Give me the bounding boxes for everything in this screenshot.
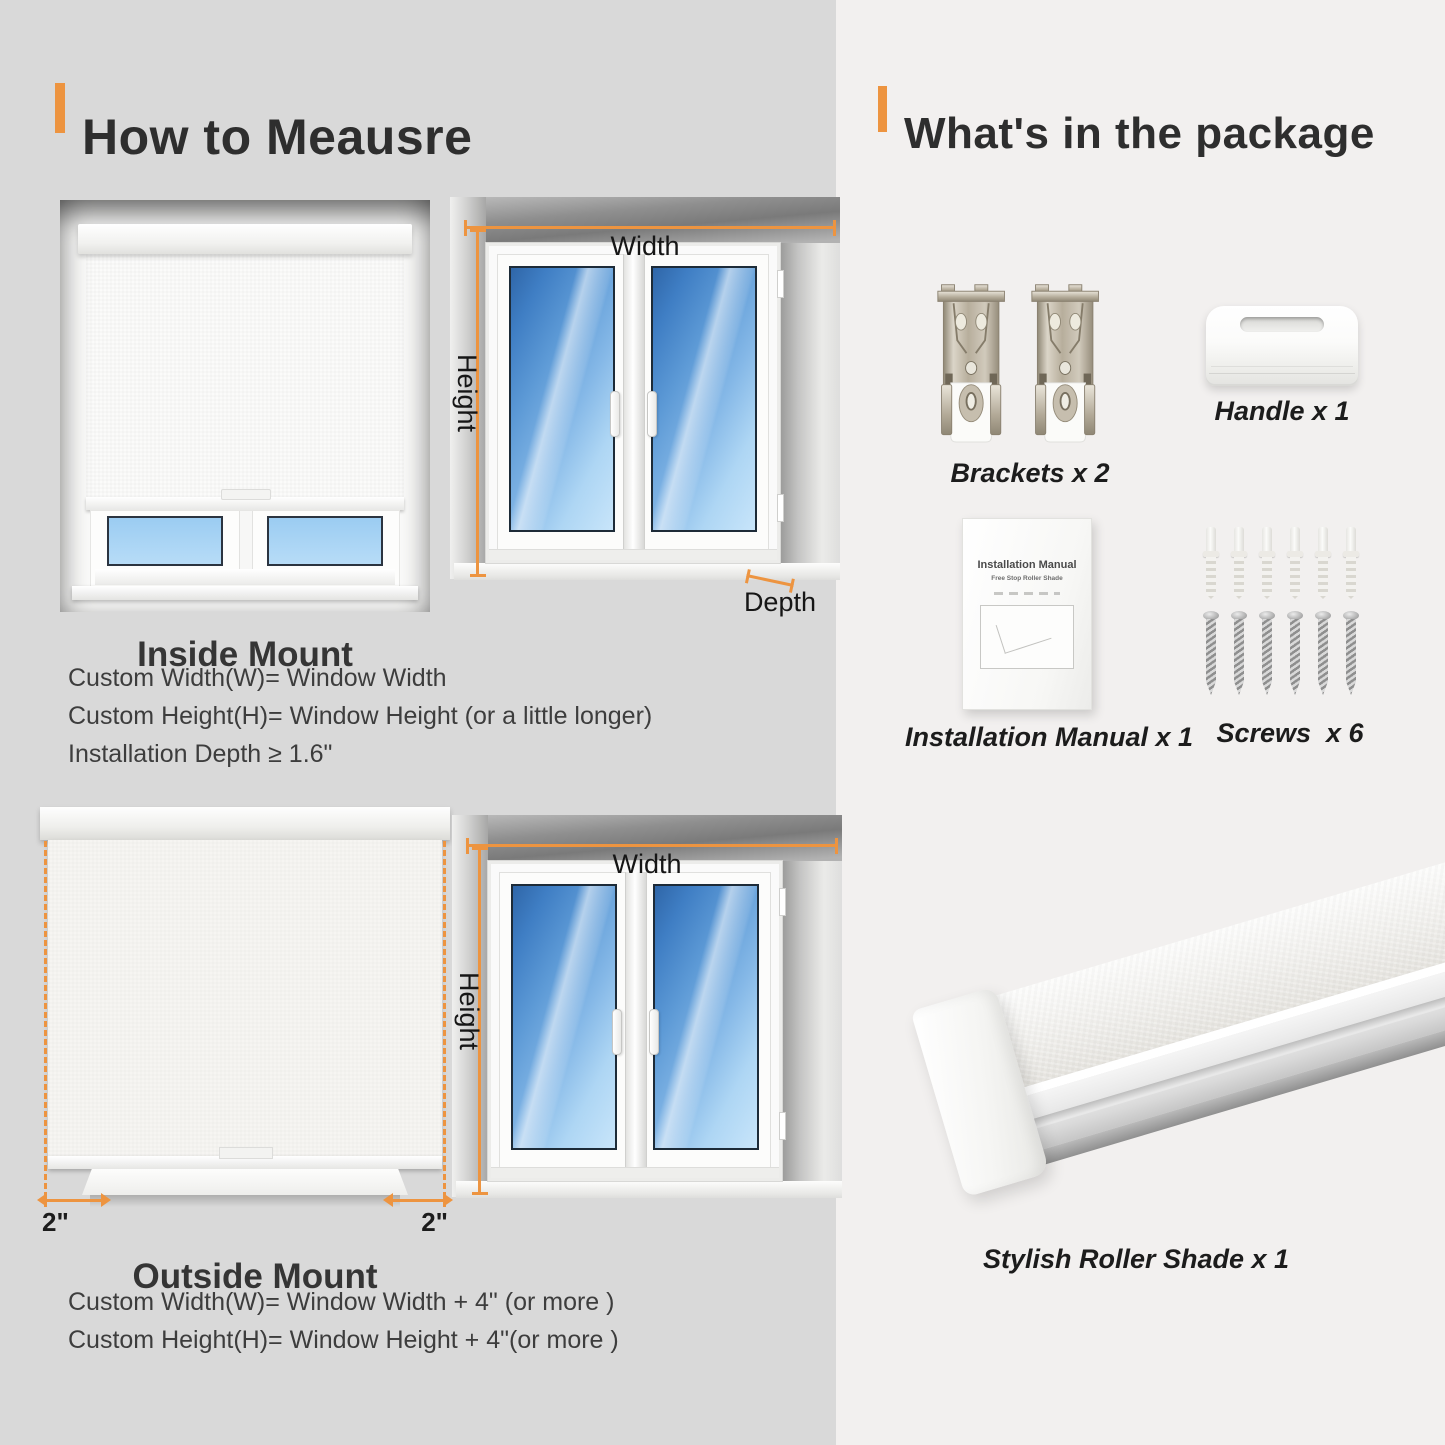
screw — [1314, 611, 1332, 699]
window-hinge-bottom — [777, 494, 784, 522]
shade-fabric — [48, 840, 442, 1156]
wall-anchors-row — [1202, 527, 1360, 601]
roller-shade-bar — [913, 845, 1445, 1193]
recess-right-wall — [782, 861, 842, 1181]
width-label: Width — [612, 849, 682, 879]
window-frame — [486, 243, 780, 563]
shade-bottom-bar — [48, 1156, 442, 1169]
window-glass-left — [511, 884, 617, 1150]
window-hinge-bottom — [779, 1112, 786, 1140]
window-frame — [488, 861, 782, 1181]
inside-mount-rule-depth: Installation Depth ≥ 1.6" — [68, 740, 333, 768]
window-handle-left — [610, 391, 620, 437]
bracket-image-1 — [936, 282, 1010, 454]
handle-body — [1206, 306, 1358, 386]
window-recess — [60, 200, 430, 612]
outside-mount-heading: Outside Mount — [132, 1257, 378, 1297]
accent-bar-right — [878, 86, 887, 132]
window-center-post — [625, 872, 647, 1168]
gap-arrow-right — [392, 1199, 444, 1202]
window-hinge-top — [777, 270, 784, 298]
window-sill — [454, 563, 840, 580]
screws-label: Screws x 6 — [1216, 718, 1364, 748]
window-pane-right — [267, 516, 383, 566]
window-diagram-outside — [452, 815, 842, 1240]
width-arrow — [466, 844, 838, 847]
window-hinge-top — [779, 888, 786, 916]
accent-bar-left — [55, 83, 65, 133]
gap-label-right: 2" — [421, 1207, 448, 1237]
window-sill-behind — [82, 1169, 408, 1195]
wall-anchor — [1230, 527, 1248, 601]
brackets-label: Brackets x 2 — [950, 458, 1110, 488]
window-sash-right — [639, 254, 769, 550]
how-to-measure-title: How to Meausre — [82, 108, 473, 165]
handle-ridge — [1209, 373, 1355, 374]
gap-arrow-left — [46, 1199, 102, 1202]
installation-manual-image — [962, 518, 1092, 710]
window-sash-right — [641, 872, 771, 1168]
window-bottom-rail — [491, 1167, 779, 1178]
window-handle-right — [647, 391, 657, 437]
inside-mount-heading: Inside Mount — [137, 635, 353, 675]
outside-mount-rule-width: Custom Width(W)= Window Width + 4" (or more ) — [68, 1288, 615, 1316]
shade-handle-tab — [219, 1147, 273, 1159]
handle-slot — [1240, 317, 1324, 332]
screw — [1258, 611, 1276, 699]
window-sill — [72, 586, 418, 600]
package-title: What's in the package — [904, 109, 1375, 159]
window-glass-left — [509, 266, 615, 532]
handle-label: Handle x 1 — [1214, 396, 1350, 426]
wall-anchor — [1314, 527, 1332, 601]
shade-bottom-bar — [86, 497, 404, 510]
window-glass-right — [651, 266, 757, 532]
manual-label: Installation Manual x 1 — [905, 722, 1194, 752]
manual-cover-title: Installation Manual — [977, 559, 1077, 571]
window-handle-left — [612, 1009, 622, 1055]
shade-cassette — [78, 224, 412, 254]
width-label: Width — [610, 231, 680, 261]
overlap-dashed-line-right — [443, 841, 446, 1207]
height-label: Height — [454, 971, 484, 1051]
shade-fabric — [86, 254, 404, 497]
screw — [1286, 611, 1304, 699]
manual-cover-sketch-lines — [994, 592, 1060, 595]
outside-mount-illustration — [40, 795, 450, 1250]
screw — [1230, 611, 1248, 699]
window-lower-section — [90, 510, 400, 588]
window-center-post — [239, 511, 253, 569]
bracket-image-2 — [1030, 282, 1104, 454]
inside-mount-illustration — [60, 200, 430, 612]
screw — [1202, 611, 1220, 699]
outside-mount-rule-height: Custom Height(H)= Window Height + 4"(or more ) — [68, 1326, 619, 1354]
inside-mount-rule-height: Custom Height(H)= Window Height (or a little longer) — [68, 702, 653, 730]
screws-row — [1202, 611, 1360, 699]
roller-shade-image — [855, 845, 1445, 1245]
inside-mount-rule-width: Custom Width(W)= Window Width — [68, 664, 447, 692]
window-sash-left — [499, 872, 629, 1168]
manual-cover-subtitle: Free Stop Roller Shade — [991, 575, 1063, 582]
window-bottom-rail — [95, 569, 395, 585]
width-arrow — [464, 226, 836, 229]
wall-anchor — [1258, 527, 1276, 601]
screw — [1342, 611, 1360, 699]
window-bottom-rail — [489, 549, 777, 560]
window-handle-right — [649, 1009, 659, 1055]
gap-label-left: 2" — [42, 1207, 69, 1237]
window-diagram-inside — [450, 197, 840, 622]
roller-shade-label: Stylish Roller Shade x 1 — [982, 1244, 1290, 1274]
handle-ridge — [1211, 366, 1353, 367]
wall-anchor — [1286, 527, 1304, 601]
window-sill — [456, 1181, 842, 1198]
window-pane-left — [107, 516, 223, 566]
window-sash-left — [497, 254, 627, 550]
overlap-dashed-line-left — [44, 841, 47, 1207]
wall-anchor — [1202, 527, 1220, 601]
manual-cover-diagram-box — [980, 605, 1074, 669]
window-center-post — [623, 254, 645, 550]
window-glass-right — [653, 884, 759, 1150]
shade-cassette — [40, 807, 450, 840]
depth-label: Depth — [743, 587, 816, 617]
handle-image — [1206, 306, 1358, 386]
shade-handle-tab — [221, 489, 271, 500]
height-label: Height — [452, 353, 482, 433]
sill-shadow — [90, 1195, 400, 1207]
roller-shade-body — [978, 845, 1445, 1169]
recess-right-wall — [780, 243, 840, 563]
wall-anchor — [1342, 527, 1360, 601]
